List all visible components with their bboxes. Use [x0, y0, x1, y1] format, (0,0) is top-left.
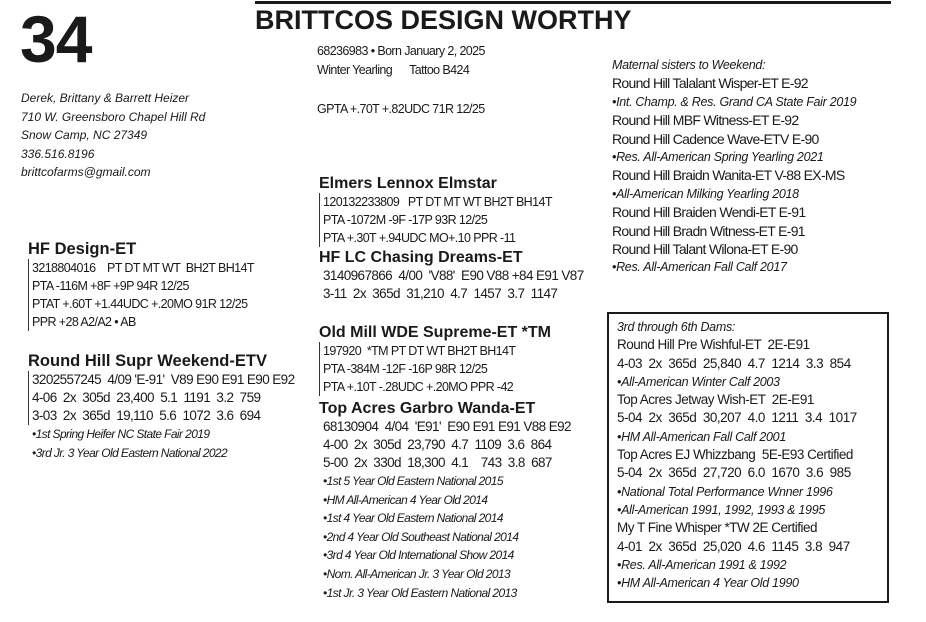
- dams-box: [607, 312, 889, 603]
- record-line: Round Hill Cadence Wave-ETV E-90: [612, 130, 819, 147]
- dam-name: Round Hill Supr Weekend-ETV: [28, 352, 267, 370]
- record-line: Round Hill Talalant Wisper-ET E-92: [612, 75, 808, 92]
- dam-dam-line: 4-00 2x 305d 23,790 4.7 1109 3.6 864: [323, 437, 552, 452]
- maternal-sisters: [612, 56, 856, 277]
- record-line: Top Acres Jetway Wish-ET 2E-E91: [617, 392, 814, 408]
- sire-dam-details: [319, 267, 584, 303]
- dam-line: 3-03 2x 365d 19,110 5.6 1072 3.6 694: [32, 408, 261, 423]
- sire-line: PTAT +.60T +1.44UDC +.20MO 91R 12/25: [32, 297, 248, 311]
- maternal-heading: Maternal sisters to Weekend:: [612, 58, 766, 72]
- dam-dam-block: [319, 399, 571, 602]
- dam-details: [28, 371, 295, 425]
- sire-details: [28, 259, 254, 331]
- record-line: Round Hill Pre Wishful-ET 2E-E91: [617, 337, 810, 353]
- dam-sire-line: 197920 *TM PT DT WT BH2T BH14T: [323, 344, 516, 358]
- dam-sire-name: Old Mill WDE Supreme-ET *TM: [319, 324, 552, 341]
- sire-line: 3218804016 PT DT MT WT BH2T BH14T: [32, 261, 254, 275]
- dam-dam-name: Top Acres Garbro Wanda-ET: [319, 400, 536, 417]
- dam-sire-line: PTA -384M -12F -16P 98R 12/25: [323, 362, 488, 376]
- award-line: •2nd 4 Year Old Southeast National 2014: [323, 529, 519, 544]
- record-line: Round Hill MBF Witness-ET E-92: [612, 112, 799, 129]
- owner-phone: 336.516.8196: [21, 146, 95, 161]
- record-line: Round Hill Talant Wilona-ET E-90: [612, 241, 798, 258]
- award-line: •HM All-American Fall Calf 2001: [617, 429, 786, 444]
- sire-block: [28, 240, 254, 331]
- award-line: •3rd 4 Year Old International Show 2014: [323, 548, 514, 563]
- owner-city: Snow Camp, NC 27349: [21, 128, 148, 142]
- award-line: •3rd Jr. 3 Year Old Eastern National 2022: [32, 445, 228, 460]
- sire-sire-line: PTA -1072M -9F -17P 93R 12/25: [323, 213, 488, 227]
- sire-name: HF Design-ET: [28, 240, 137, 258]
- award-line: •All-American Winter Calf 2003: [617, 374, 780, 389]
- sire-sire-block: [319, 174, 552, 247]
- sire-sire-line: 120132233809 PT DT MT WT BH2T BH14T: [323, 195, 552, 209]
- award-line: •1st Jr. 3 Year Old Eastern National 2013: [323, 585, 517, 600]
- record-line: 5-04 2x 365d 30,207 4.0 1211 3.4 1017: [617, 410, 857, 426]
- sire-sire-details: [319, 193, 552, 247]
- lot-number: 34: [20, 2, 92, 76]
- dam-block: [28, 352, 295, 462]
- top-rule: [255, 1, 891, 4]
- award-line: •National Total Performance Wnner 1996: [617, 484, 833, 499]
- award-line: •All-American Milking Yearling 2018: [612, 186, 799, 201]
- award-line: •Int. Champ. & Res. Grand CA State Fair 2019: [612, 94, 857, 109]
- owner-email: brittcofarms@gmail.com: [21, 165, 151, 179]
- record-line: 4-03 2x 365d 25,840 4.7 1214 3.3 854: [617, 355, 851, 371]
- animal-info: [317, 42, 485, 118]
- award-line: •HM All-American 4 Year Old 1990: [617, 576, 799, 591]
- dam-sire-block: [319, 323, 551, 396]
- dam-line: 4-06 2x 305d 23,400 5.1 1191 3.2 759: [32, 390, 261, 405]
- owner-info: [21, 89, 205, 182]
- award-line: •Res. All-American Spring Yearling 2021: [612, 150, 824, 165]
- award-line: •All-American 1991, 1992, 1993 & 1995: [617, 502, 826, 517]
- award-line: •Nom. All-American Jr. 3 Year Old 2013: [323, 566, 511, 581]
- record-line: 4-01 2x 365d 25,020 4.6 1145 3.8 947: [617, 538, 850, 554]
- dam-line: 3202557245 4/09 'E-91' V89 E90 E91 E90 E92: [32, 372, 295, 387]
- animal-title: BRITTCOS DESIGN WORTHY: [255, 5, 632, 35]
- sire-sire-name: Elmers Lennox Elmstar: [319, 175, 497, 192]
- owner-names: Derek, Brittany & Barrett Heizer: [21, 91, 190, 105]
- sire-dam-line: 3-11 2x 365d 31,210 4.7 1457 3.7 1147: [323, 286, 558, 301]
- dam-dam-awards: [319, 472, 571, 602]
- record-line: Top Acres EJ Whizzbang 5E-E93 Certified: [617, 447, 853, 463]
- owner-street: 710 W. Greensboro Chapel Hill Rd: [21, 109, 206, 124]
- record-line: Round Hill Braidn Wanita-ET V-88 EX-MS: [612, 167, 845, 184]
- dam-dam-line: 68130904 4/04 'E91' E90 E91 E91 V88 E92: [323, 419, 571, 434]
- award-line: •Res. All-American Fall Calf 2017: [612, 260, 787, 275]
- record-line: Round Hill Bradn Witness-ET E-91: [612, 222, 805, 239]
- registration-line: 68236983 • Born January 2, 2025: [317, 44, 485, 58]
- gpta-line: GPTA +.70T +.82UDC 71R 12/25: [317, 102, 485, 116]
- record-line: 5-04 2x 365d 27,720 6.0 1670 3.6 985: [617, 465, 851, 481]
- sire-sire-line: PTA +.30T +.94UDC MO+.10 PPR -11: [323, 231, 516, 245]
- record-line: My T Fine Whisper *TW 2E Certified: [617, 520, 818, 536]
- dam-dam-line: 5-00 2x 330d 18,300 4.1 743 3.8 687: [323, 455, 552, 470]
- class-line: Winter Yearling Tattoo B424: [317, 63, 470, 77]
- maternal-list: [612, 74, 856, 276]
- award-line: •Res. All-American 1991 & 1992: [617, 557, 787, 572]
- dam-awards: [28, 425, 295, 462]
- sire-dam-name: HF LC Chasing Dreams-ET: [319, 249, 523, 266]
- award-line: •HM All-American 4 Year Old 2014: [323, 492, 488, 507]
- dam-sire-line: PTA +.10T -.28UDC +.20MO PPR -42: [323, 380, 514, 394]
- sire-dam-block: [319, 248, 584, 303]
- record-line: Round Hill Braiden Wendi-ET E-91: [612, 204, 806, 221]
- award-line: •1st 4 Year Old Eastern National 2014: [323, 511, 503, 526]
- dam-sire-details: [319, 342, 551, 396]
- sire-line: PTA -116M +8F +9P 94R 12/25: [32, 279, 189, 293]
- award-line: •1st Spring Heifer NC State Fair 2019: [32, 427, 210, 441]
- dams-list: [617, 336, 887, 592]
- dams-heading: 3rd through 6th Dams:: [617, 320, 736, 334]
- sire-dam-line: 3140967866 4/00 'V88' E90 V88 +84 E91 V87: [323, 268, 584, 283]
- dam-dam-details: [319, 418, 571, 472]
- sire-line: PPR +28 A2/A2 • AB: [32, 315, 136, 329]
- award-line: •1st 5 Year Old Eastern National 2015: [323, 474, 503, 488]
